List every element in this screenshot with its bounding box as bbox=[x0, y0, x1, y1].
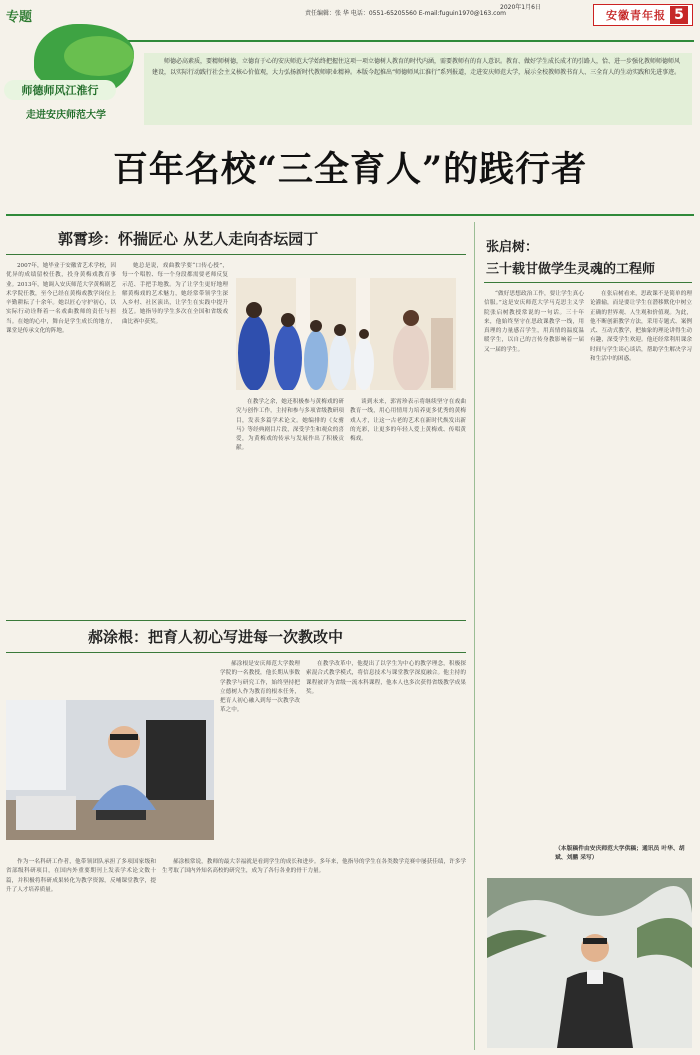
article2-col3 bbox=[6, 858, 156, 1048]
article3-title-line2: 三十载甘做学生灵魂的工程师 bbox=[486, 262, 656, 277]
feature-badge: 师德师风江淮行 bbox=[4, 80, 116, 100]
article2-top-rule bbox=[6, 620, 466, 621]
intro-box: 师德必高素质，要精师树德，立德育于心的安庆师范大学始终把握住这项一项立德树人教育的时代内涵，需要教师有的育人意识。教育、做好学生成长成才的引路人，恰、进一步强化教师师德师风建设，以实际行动践行社会主义核心价值观，大力弘扬新时代教师职业精神。本版今起推出“师德师风江淮行”系列报道，走进安庆师范大学，展示全校教师教书育人、三全育人的生动实践和先进事迹。 bbox=[144, 53, 692, 125]
feature-logo bbox=[4, 18, 144, 130]
article2-col4-text: 郝涂根常说，教师的最大幸福就是看到学生的成长和进步。多年来，他指导的学生在各类数学竞赛中屡获佳绩，许多学生考取了国内外知名高校的研究生，成为了各行各业的骨干力量。 bbox=[162, 859, 466, 875]
article2-col2-text: 在教学改革中，他提出了以学生为中心的教学理念，积极探索混合式教学模式，将信息技术与课堂教学深度融合。他主持的课程被评为省级一流本科课程，他本人也多次获得省级教学成果奖。 bbox=[306, 661, 466, 695]
performers-photo-art bbox=[236, 278, 456, 390]
page-headline: 百年名校“三全育人”的践行者 bbox=[112, 149, 588, 190]
column-divider bbox=[474, 222, 475, 1050]
article3-credit: （本版稿件由安庆师范大学供稿；通讯员 叶华、胡斌、刘鹏 采写） bbox=[555, 846, 685, 861]
issue-date: 2020年1月6日 bbox=[500, 4, 541, 11]
article1-col4-text: 谈到未来，郭霄珍表示将继续坚守在戏曲教育一线，用心用情用力培养更多优秀的黄梅戏人才，让这一古老的艺术在新时代焕发出新的光彩，让更多的年轻人爱上黄梅戏、传唱黄梅戏。 bbox=[350, 399, 466, 443]
article1-col4 bbox=[350, 398, 466, 618]
masthead bbox=[593, 4, 693, 26]
article3-title-rule bbox=[484, 282, 692, 283]
article2-title-rule bbox=[6, 652, 466, 653]
article3-photo bbox=[487, 878, 692, 1048]
article3-title-line1: 张启树： bbox=[486, 240, 539, 255]
article2-col4 bbox=[162, 858, 466, 1048]
editor-contact: 责任编辑：张 华 电话：0551-65205560 E-mail:fuguin1970@163.com bbox=[305, 10, 506, 17]
article1-col1-text: 2007年，她毕业于安徽省艺术学校，因优异的成绩留校任教，投身黄梅戏教育事业。2013年，她调入安庆师范大学黄梅剧艺术学院任教，至今已经在黄梅戏教学岗位上辛勤耕耘了十余年。她以匠心守护初心，以实际行动诠释着一名戏曲教师的责任与担当。在她的心中，舞台是学生成长的地方，课堂是传承文化的阵地。 bbox=[6, 263, 116, 335]
article2-photo bbox=[6, 700, 214, 840]
article1-col2 bbox=[122, 262, 228, 618]
teacher-outdoor-photo-art bbox=[487, 878, 692, 1048]
headline-rule bbox=[6, 214, 694, 216]
article3-col2 bbox=[590, 290, 692, 840]
header-rule bbox=[128, 40, 694, 42]
article2-col3-text: 作为一名科研工作者，他带领团队承担了多项国家级和省部级科研项目，在国内外重要期刊上发表学术论文数十篇，并积极将科研成果转化为教学资源，反哺课堂教学，提升了人才培养质量。 bbox=[6, 859, 156, 893]
feature-subtitle: 走进安庆师范大学 bbox=[26, 110, 106, 121]
article1-col1 bbox=[6, 262, 116, 618]
page-number: 5 bbox=[670, 6, 688, 24]
article2-col1 bbox=[220, 660, 300, 850]
article1-col3-text: 在教学之余，她还积极参与黄梅戏的研究与创作工作，主持和参与多项省级教研项目，发表多篇学术论文。她编排的《女驸马》等经典剧目片段，深受学生和观众的喜爱，为黄梅戏的传承与发展作出了积极贡献。 bbox=[236, 399, 344, 452]
section-label: 专题 bbox=[6, 10, 33, 25]
masthead-name: 安徽青年报 bbox=[606, 9, 666, 22]
province-map-highlight bbox=[64, 36, 134, 76]
article1-photo bbox=[236, 278, 456, 390]
article1-title-rule bbox=[6, 254, 466, 255]
article3-col1 bbox=[484, 290, 584, 870]
professor-photo-art bbox=[6, 700, 214, 840]
article1-col2-text: 她总是说，戏曲教学要“口传心授”，每一个唱腔、每一个身段都需要老师反复示范、手把手地教。为了让学生更好地理解黄梅戏的艺术魅力，她经常带领学生深入乡村、社区演出，让学生在实践中提升技艺。她指导的学生多次在全国和省级戏曲比赛中获奖。 bbox=[122, 263, 228, 325]
article3-col2-text: 在张启树看来，思政课不是简单的理论灌输，而是要让学生在潜移默化中树立正确的世界观、人生观和价值观。为此，他不断创新教学方法，采用专题式、案例式、互动式教学，把抽象的理论讲得生动有趣，深受学生欢迎。他还经常利用课余时间与学生谈心谈话，帮助学生解决学习和生活中的困惑。 bbox=[590, 291, 692, 363]
article1-title: 郭霄珍：怀揣匠心 从艺人走向杏坛园丁 bbox=[58, 230, 319, 248]
article2-col2 bbox=[306, 660, 466, 850]
article3-col1-text: “做好思想政治工作，要让学生真心信服。”这是安庆师范大学马克思主义学院张启树教授常说的一句话。三十年来，他始终坚守在思政课教学一线，用真理的力量感召学生，用真情的温度温暖学生，以自己的言传身教影响着一届又一届的学生。 bbox=[484, 291, 584, 353]
article2-col1-text: 郝涂根是安庆师范大学数理学院的一名教授，他长期从事数学教学与研究工作，始终坚持把立德树人作为教育的根本任务，把育人初心融入到每一次教学改革之中。 bbox=[220, 661, 300, 714]
article2-title: 郝涂根：把育人初心写进每一次教改中 bbox=[88, 628, 344, 646]
article1-col3 bbox=[236, 398, 344, 618]
